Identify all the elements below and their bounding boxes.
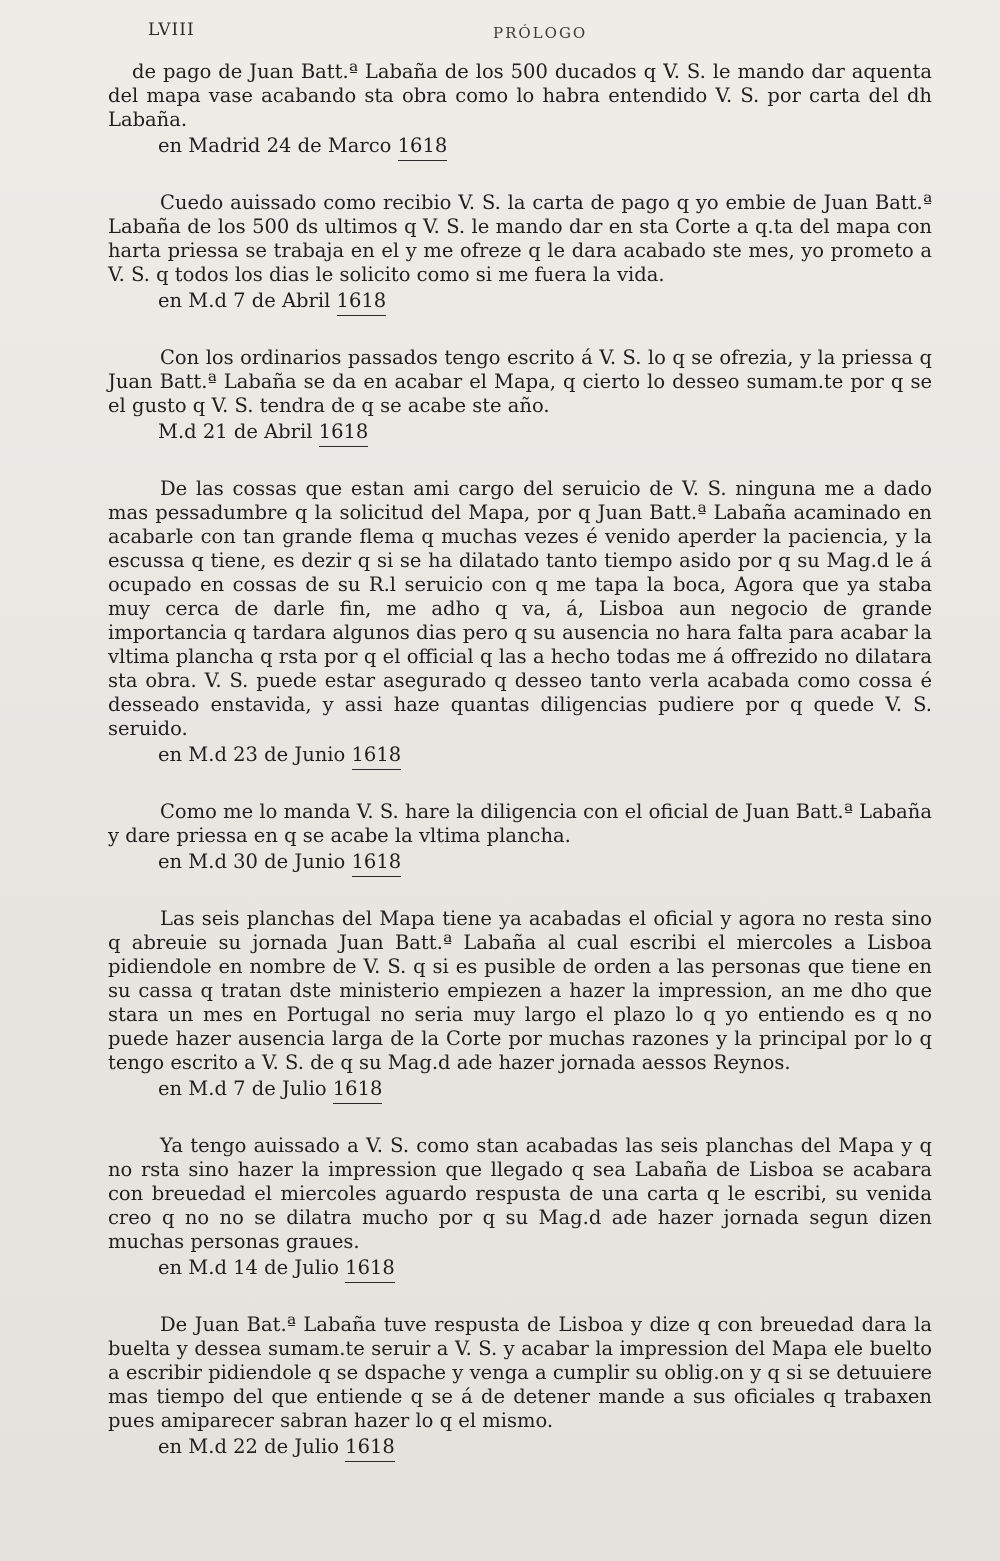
letter-6 [108,907,932,1104]
dateline-year: 1618 [352,743,402,770]
letter-dateline [108,850,932,877]
letter-dateline [108,420,932,447]
dateline-year: 1618 [345,1435,395,1462]
letter-4 [108,477,932,770]
letter-body: Ya tengo auissado a V. S. como stan acabadas las seis planchas del Mapa y q no rsta sino hazer la impression que llegado q sea Labaña de Lisboa se acabara con breuedad el miercoles aguardo respusta de una carta q le escribi, su venida creo q no no se dilatra mucho por q su Mag.d ade hazer jornada segun dizen muchas personas graues. [108,1134,932,1253]
letter-3 [108,346,932,447]
letter-dateline [108,1435,932,1462]
letter-body: de pago de Juan Batt.ª Labaña de los 500 ducados q V. S. le mando dar aquenta del mapa vase acabando sta obra como lo habra entendido V. S. por carta del dh Labaña. [108,60,932,131]
letter-dateline [108,743,932,770]
letter-2 [108,191,932,316]
letter-body: De las cossas que estan ami cargo del seruicio de V. S. ninguna me a dado mas pessadumbre q la solicitud del Mapa, por q Juan Batt.ª Labaña acaminado en acabarle con tan grande flema q muchas vezes é venido aperder la paciencia, y la escussa q tiene, es dezir q si se ha dilatado tanto tiempo asido por q su Mag.d le á ocupado en cossas de su R.l seruicio con q me tapa la boca, Agora que ya staba muy cerca de darle fin, me adho q va, á, Lisboa aun negocio de grande importancia q tardara algunos dias pero q su ausencia no hara falta para acabar la vltima plancha q rsta por q el official q las a hecho todas me á offrezido no dilatara sta obra. V. S. puede estar asegurado q desseo tanto verla acabada como cossa é desseado enstavida, y assi haze quantas diligencias pudiere por q quede V. S. seruido. [108,477,932,740]
letter-body: Cuedo auissado como recibio V. S. la carta de pago q yo embie de Juan Batt.ª Labaña de los 500 ds ultimos q V. S. le mando dar en sta Corte a q.ta del mapa con harta priessa se trabaja en el y me ofreze q le dara acabado ste mes, yo prometo a V. S. q todos los dias le solicito como si me fuera la vida. [108,191,932,286]
letter-1 [108,60,932,161]
letter-5 [108,800,932,877]
dateline-year: 1618 [337,289,387,316]
dateline-year: 1618 [345,1256,395,1283]
letter-body: Las seis planchas del Mapa tiene ya acabadas el oficial y agora no resta sino q abreuie su jornada Juan Batt.ª Labaña al cual escribi el miercoles a Lisboa pidiendole en nombre de V. S. q si es pusible de orden a las personas que tiene en su cassa q tratan dste ministerio empiezen a hazer la impression, an me dho que stara un mes en Portugal no seria muy largo el plazo lo q yo entiendo es q no puede hazer ausencia larga de la Corte por muchas razones y la principal por lo q tengo escrito a V. S. de q su Mag.d ade hazer jornada aessos Reynos. [108,907,932,1074]
letter-dateline [108,1077,932,1104]
letter-body: Con los ordinarios passados tengo escrito á V. S. lo q se ofrezia, y la priessa q Juan Batt.ª Labaña se da en acabar el Mapa, q cierto lo desseo sumam.te por q se el gusto q V. S. tendra de q se acabe ste año. [108,346,932,417]
dateline-place: en Madrid 24 de Marco [158,134,392,157]
letter-dateline [108,134,932,161]
dateline-year: 1618 [398,134,448,161]
dateline-year: 1618 [319,420,369,447]
letter-dateline [108,289,932,316]
dateline-place: en M.d 22 de Julio [158,1435,339,1458]
dateline-place: en M.d 30 de Junio [158,850,346,873]
dateline-place: M.d 21 de Abril [158,420,313,443]
dateline-year: 1618 [352,850,402,877]
dateline-place: en M.d 7 de Abril [158,289,331,312]
page-number: LVIII [148,20,195,40]
dateline-place: en M.d 14 de Julio [158,1256,339,1279]
running-head: PRÓLOGO [493,24,588,42]
dateline-place: en M.d 23 de Junio [158,743,346,766]
letter-7 [108,1134,932,1283]
letter-body: Como me lo manda V. S. hare la diligencia con el oficial de Juan Batt.ª Labaña y dare priessa en q se acabe la vltima plancha. [108,800,932,847]
letter-body: De Juan Bat.ª Labaña tuve respusta de Lisboa y dize q con breuedad dara la buelta y dessea sumam.te seruir a V. S. y acabar la impression del Mapa ele buelto a escribir pidiendole q se dspache y venga a cumplir su oblig.on y q si se detuuiere mas tiempo del que entiende q se á de detener mande a sus oficiales q trabaxen pues amiparecer sabran hazer lo q el mismo. [108,1313,932,1432]
dateline-place: en M.d 7 de Julio [158,1077,327,1100]
page-header [108,20,932,60]
letter-dateline [108,1256,932,1283]
dateline-year: 1618 [333,1077,383,1104]
letter-8 [108,1313,932,1462]
